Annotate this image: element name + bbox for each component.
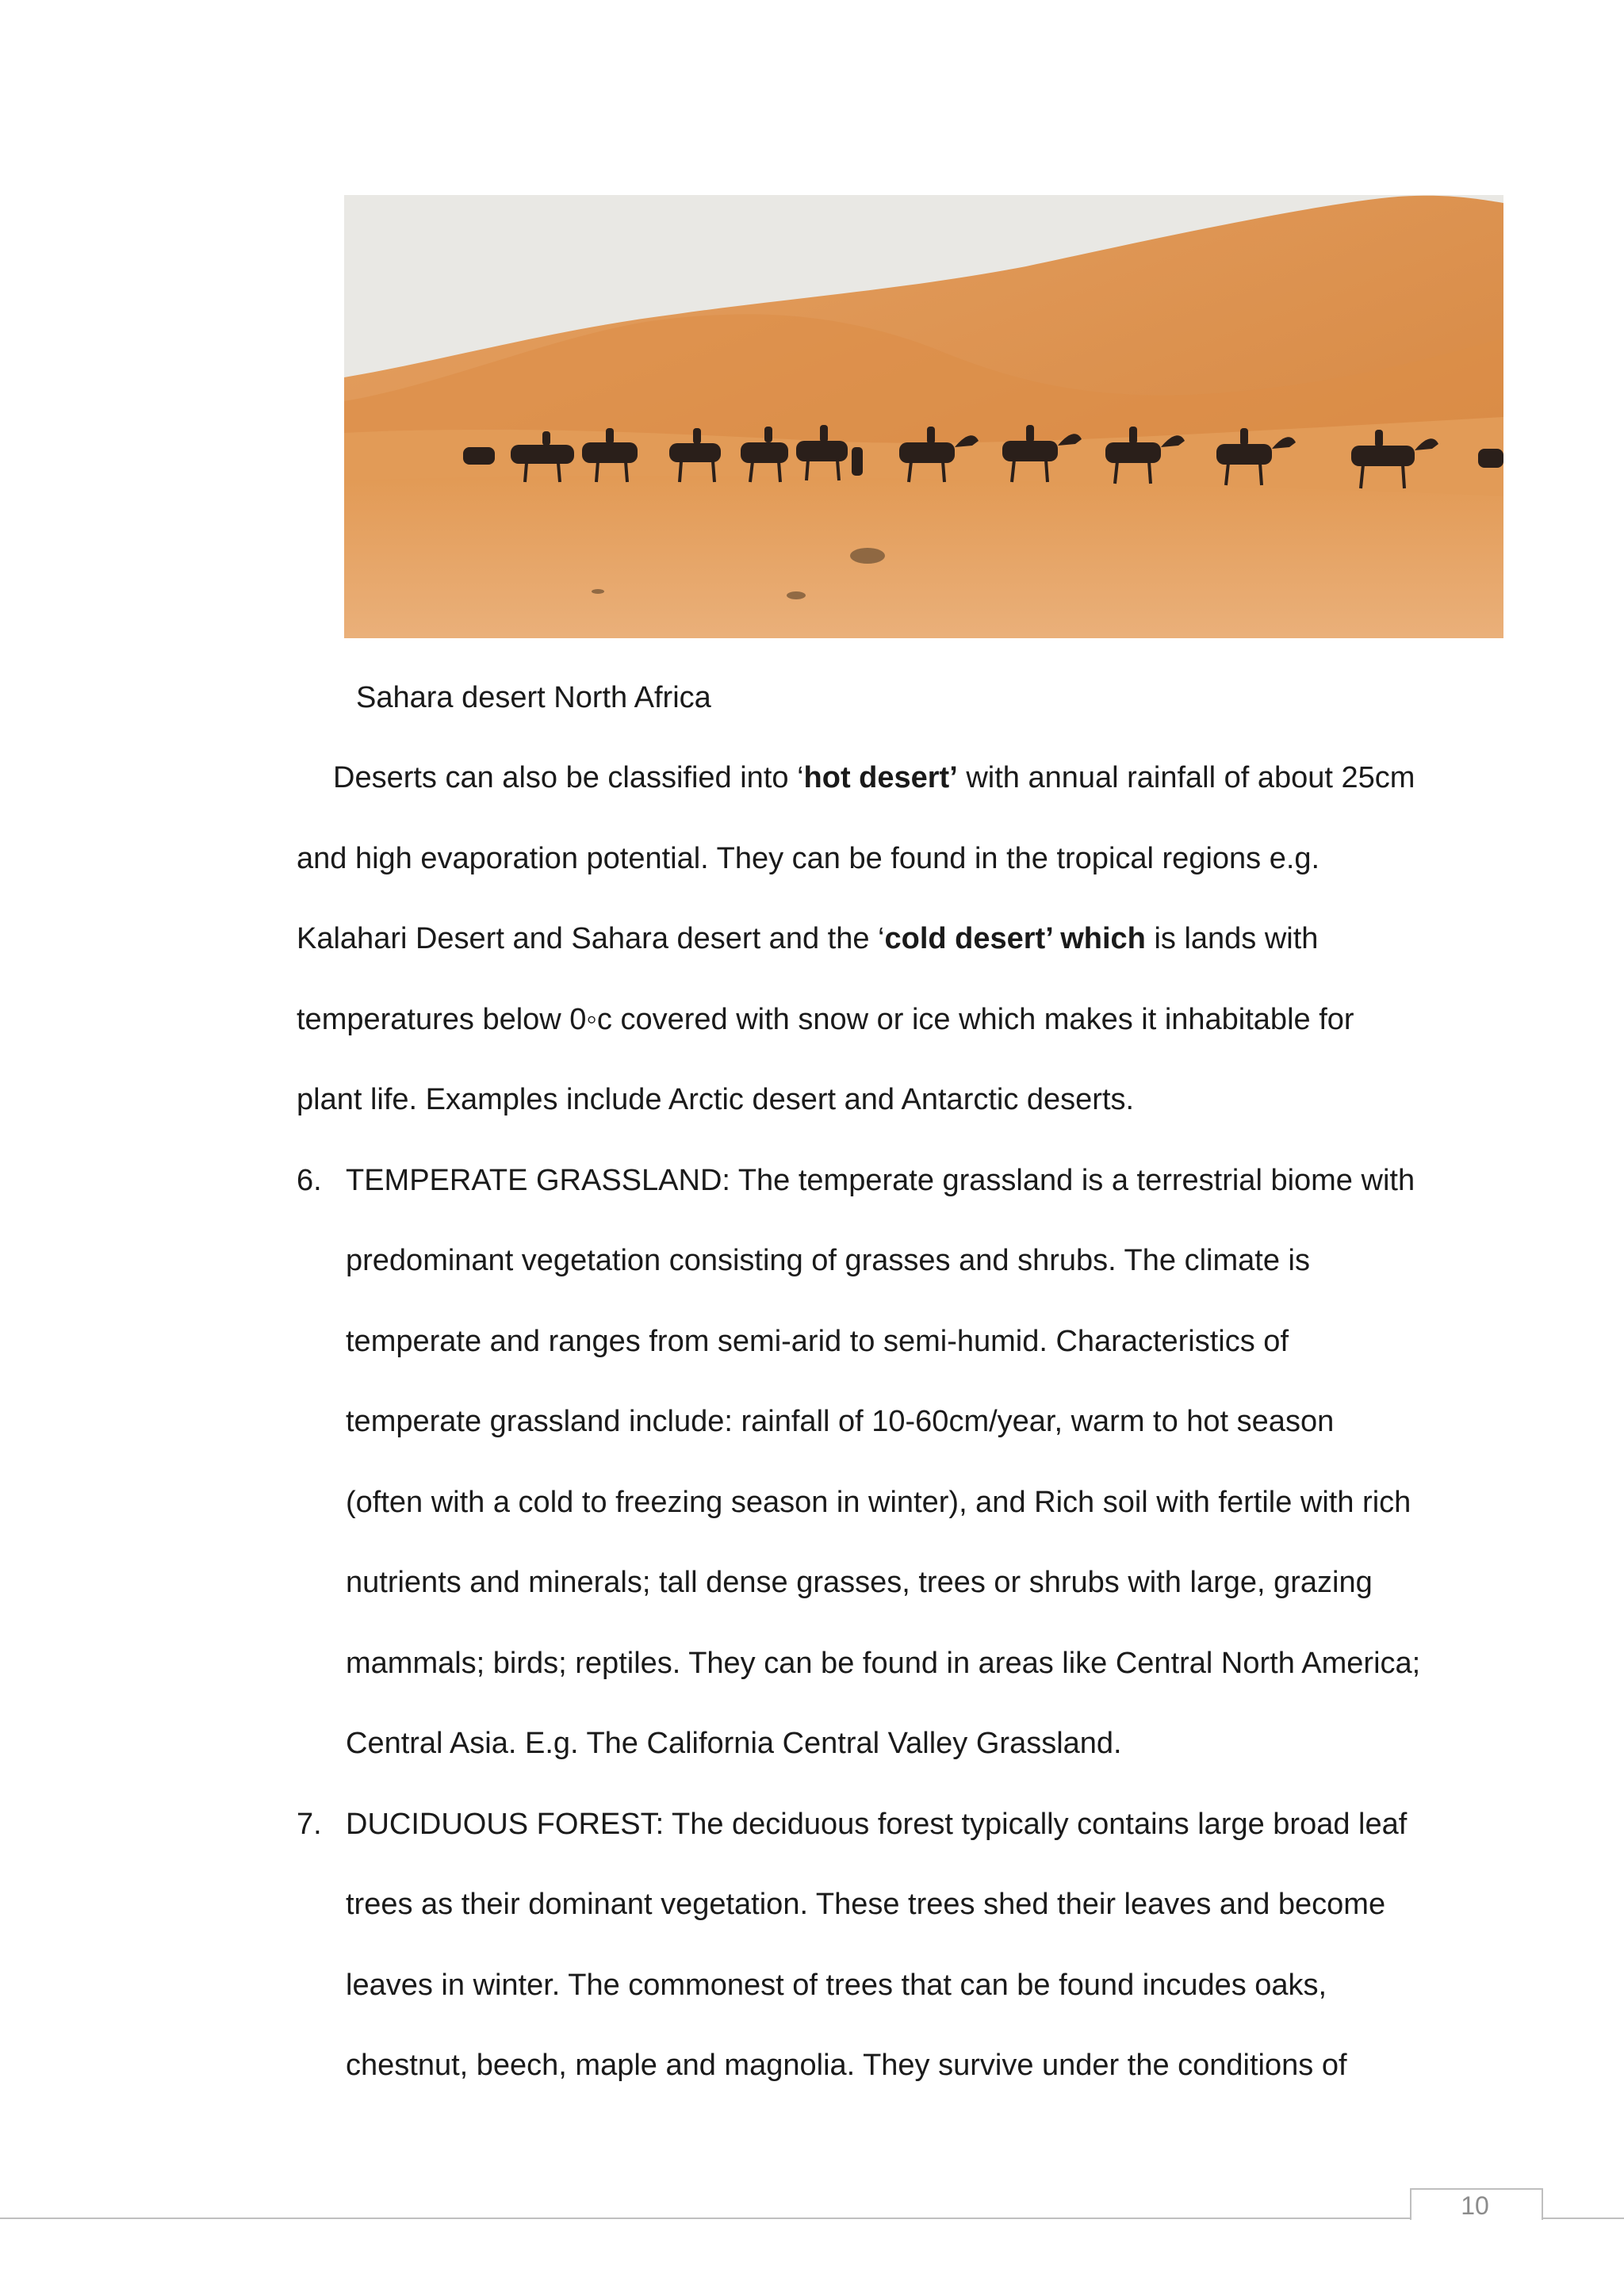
- list-item-line: Central Asia. E.g. The California Central Valley Grassland.: [346, 1727, 1122, 1760]
- list-number: 7.: [297, 1808, 322, 1841]
- list-item-line: predominant vegetation consisting of grasses and shrubs. The climate is: [346, 1244, 1310, 1277]
- list-item-line: temperate and ranges from semi-arid to semi-humid. Characteristics of: [346, 1325, 1289, 1358]
- desert-photo: [344, 195, 1503, 638]
- list-item-line: chestnut, beech, maple and magnolia. They survive under the conditions of: [346, 2049, 1347, 2082]
- text-run: Deserts can also be classified into ‘: [333, 761, 804, 794]
- list-number: 6.: [297, 1164, 322, 1197]
- figure-caption: Sahara desert North Africa: [356, 681, 711, 714]
- page-number: 10: [1461, 2191, 1489, 2220]
- footer-rule: [0, 2218, 1624, 2219]
- text-run: is lands with: [1145, 922, 1319, 955]
- list-item-line: TEMPERATE GRASSLAND: The temperate grassland is a terrestrial biome with: [346, 1164, 1415, 1197]
- paragraph-line: and high evaporation potential. They can be found in the tropical regions e.g.: [297, 842, 1320, 875]
- list-item-line: mammals; birds; reptiles. They can be found in areas like Central North America;: [346, 1647, 1421, 1680]
- list-item-line: leaves in winter. The commonest of trees that can be found incudes oaks,: [346, 1969, 1327, 2002]
- list-item-line: DUCIDUOUS FOREST: The deciduous forest typically contains large broad leaf: [346, 1808, 1408, 1841]
- paragraph-line: [297, 920, 1318, 958]
- bold-term-hot-desert: hot desert’: [803, 761, 958, 794]
- paragraph-line: temperatures below 0◦c covered with snow or ice which makes it inhabitable for: [297, 1003, 1354, 1036]
- desert-camel-caravan-photo: [344, 195, 1503, 638]
- list-item-line: temperate grassland include: rainfall of 10-60cm/year, warm to hot season: [346, 1405, 1335, 1438]
- list-item-line: trees as their dominant vegetation. These trees shed their leaves and become: [346, 1888, 1386, 1921]
- list-item-line: (often with a cold to freezing season in winter), and Rich soil with fertile with rich: [346, 1486, 1411, 1519]
- bold-term-cold-desert: cold desert’ which: [884, 922, 1146, 955]
- text-run: with annual rainfall of about 25cm: [957, 761, 1415, 794]
- list-item-line: nutrients and minerals; tall dense grasses, trees or shrubs with large, grazing: [346, 1566, 1373, 1599]
- paragraph-line: [333, 759, 1415, 797]
- text-run: Kalahari Desert and Sahara desert and the ‘: [297, 922, 885, 955]
- paragraph-line: plant life. Examples include Arctic desert and Antarctic deserts.: [297, 1083, 1135, 1116]
